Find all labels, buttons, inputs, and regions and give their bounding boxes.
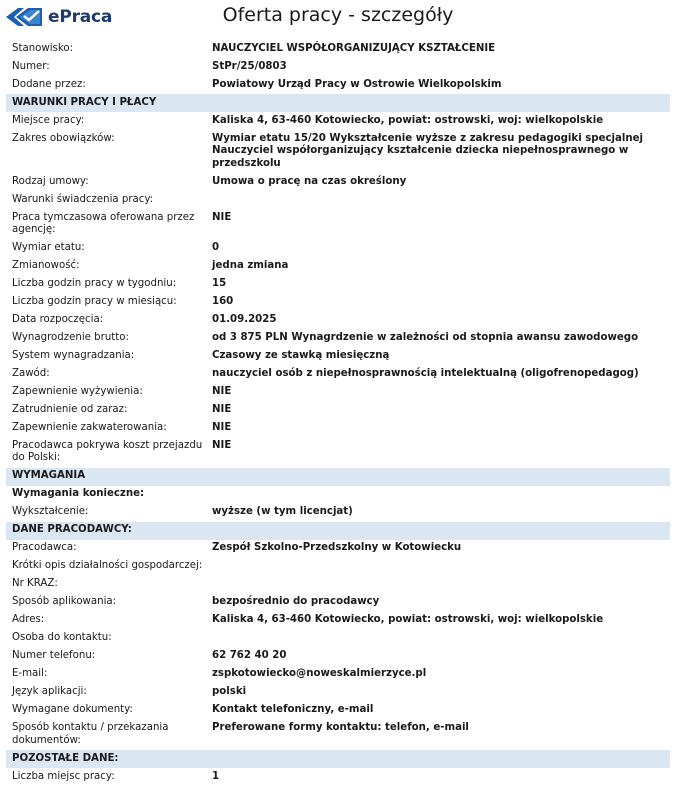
detail-value: od 3 875 PLN Wynagrdzenie w zależności od stopnia awansu zawodowego (212, 332, 639, 344)
detail-label: Pracodawca pokrywa koszt przejazdu do Polski: (12, 439, 203, 464)
detail-row (6, 40, 670, 58)
detail-label: System wynagradzania: (12, 350, 135, 362)
section-wymagania (6, 504, 670, 522)
detail-row (6, 191, 670, 209)
detail-row (6, 209, 670, 239)
detail-label: Nr KRAZ: (12, 578, 58, 590)
section-warunki-header: WARUNKI PRACY I PŁACY (6, 94, 670, 112)
detail-label: Praca tymczasowa oferowana przez agencję: (12, 211, 195, 236)
detail-label: Rodzaj umowy: (12, 175, 89, 187)
detail-row (6, 347, 670, 365)
detail-label: Warunki świadczenia pracy: (12, 193, 154, 205)
detail-label: Numer telefonu: (12, 650, 96, 662)
detail-value: zspkotowiecko@noweskalmierzyce.pl (212, 668, 427, 680)
wymagania-subheading: Wymagania konieczne: (12, 488, 145, 500)
detail-label: Pracodawca: (12, 542, 77, 554)
detail-value: Preferowane formy kontaktu: telefon, e-mail (212, 722, 469, 734)
detail-value: NIE (212, 439, 232, 451)
detail-value: NIE (212, 386, 232, 398)
detail-row (6, 504, 670, 522)
detail-label: Zmianowość: (12, 260, 80, 272)
detail-label: Zakres obowiązków: (12, 132, 115, 144)
detail-label: Stanowisko: (12, 42, 74, 54)
detail-label: Osoba do kontaktu: (12, 632, 112, 644)
offer-details (6, 40, 670, 786)
detail-row (6, 594, 670, 612)
detail-row (6, 648, 670, 666)
detail-value: Powiatowy Urząd Pracy w Ostrowie Wielkopolskim (212, 78, 502, 90)
detail-row (6, 437, 670, 467)
detail-value (206, 194, 670, 207)
detail-label: Krótki opis działalności gospodarczej: (12, 560, 203, 572)
detail-row (6, 383, 670, 401)
page-title: Oferta pracy - szczegóły (222, 4, 454, 26)
detail-value: 62 762 40 20 (212, 650, 287, 662)
detail-row (6, 630, 670, 648)
detail-label: Zapewnienie wyżywienia: (12, 386, 143, 398)
detail-value: StPr/25/0803 (212, 60, 287, 72)
detail-value: 0 (212, 242, 220, 254)
detail-row (6, 112, 670, 130)
detail-row (6, 130, 670, 173)
detail-label: Wymagane dokumenty: (12, 704, 133, 716)
detail-value: 01.09.2025 (212, 314, 277, 326)
detail-row (6, 419, 670, 437)
detail-label: Dodane przez: (12, 78, 86, 90)
detail-label: Język aplikacji: (12, 686, 87, 698)
detail-label: Liczba godzin pracy w miesiącu: (12, 296, 177, 308)
detail-label: Zatrudnienie od zaraz: (12, 404, 128, 416)
detail-value: Zespół Szkolno-Przedszkolny w Kotowiecku (212, 542, 462, 554)
detail-label: E-mail: (12, 668, 48, 680)
detail-value: Kaliska 4, 63-460 Kotowiecko, powiat: ostrowski, woj: wielkopolskie (212, 614, 604, 626)
detail-row (6, 58, 670, 76)
detail-row (6, 683, 670, 701)
detail-row (6, 612, 670, 630)
detail-row (6, 311, 670, 329)
detail-row (6, 719, 670, 749)
detail-row (6, 401, 670, 419)
logo-text: ePraca (48, 7, 113, 27)
detail-row (6, 257, 670, 275)
detail-label: Miejsce pracy: (12, 114, 85, 126)
detail-row (6, 666, 670, 684)
section-pracodawca (6, 540, 670, 750)
detail-label: Sposób kontaktu / przekazania dokumentów: (12, 722, 169, 746)
section-pracodawca-header: DANE PRACODAWCY: (6, 522, 670, 540)
detail-label: Data rozpoczęcia: (12, 314, 104, 326)
detail-value: 160 (212, 296, 234, 308)
detail-row (6, 558, 670, 576)
detail-value: wyższe (w tym licencjat) (212, 506, 353, 518)
detail-value: Wymiar etatu 15/20 Wykształcenie wyższe z zakresu pedagogiki specjalnej Nauczyciel współorganizujący kształcenie dziecka niepełnosprawnego w przedszkolu (212, 132, 644, 169)
detail-value: NIE (212, 404, 232, 416)
detail-label: Liczba godzin pracy w tygodniu: (12, 278, 177, 290)
section-warunki (6, 112, 670, 468)
detail-value: NIE (212, 211, 232, 223)
detail-label: Wynagrodzenie brutto: (12, 332, 129, 344)
detail-row (6, 701, 670, 719)
detail-label: Wykształcenie: (12, 506, 89, 518)
detail-row (6, 275, 670, 293)
detail-row (6, 576, 670, 594)
section-pozostale-header: POZOSTAŁE DANE: (6, 750, 670, 768)
detail-row (6, 173, 670, 191)
detail-value (206, 632, 670, 645)
detail-row (6, 76, 670, 94)
detail-value: NIE (212, 422, 232, 433)
page-header (0, 0, 676, 36)
detail-value: NAUCZYCIEL WSPÓŁORGANIZUJĄCY KSZTAŁCENIE (212, 42, 496, 54)
detail-row (6, 293, 670, 311)
detail-row (6, 540, 670, 558)
detail-label: Zapewnienie zakwaterowania: (12, 422, 167, 433)
detail-value (206, 560, 670, 573)
section-wymagania-header: WYMAGANIA (6, 468, 670, 486)
offer-summary (6, 40, 670, 94)
detail-label: Numer: (12, 60, 50, 72)
detail-value: nauczyciel osób z niepełnosprawnością intelektualną (oligofrenopedagog) (212, 368, 639, 380)
detail-value: polski (212, 686, 247, 698)
detail-value: 1 (212, 770, 220, 782)
detail-label: Adres: (12, 614, 45, 626)
detail-label: Sposób aplikowania: (12, 596, 117, 608)
detail-value: Umowa o pracę na czas określony (212, 175, 407, 187)
detail-label: Liczba miejsc pracy: (12, 770, 115, 782)
detail-label: Wymiar etatu: (12, 242, 85, 254)
detail-value: 15 (212, 278, 227, 290)
detail-value: Kaliska 4, 63-460 Kotowiecko, powiat: ostrowski, woj: wielkopolskie (212, 114, 604, 126)
detail-row (6, 768, 670, 786)
detail-row (6, 365, 670, 383)
detail-value: Czasowy ze stawką miesięczną (212, 350, 390, 362)
section-pozostale (6, 768, 670, 786)
detail-label: Zawód: (12, 368, 50, 380)
detail-value: bezpośrednio do pracodawcy (212, 596, 380, 608)
detail-row (6, 239, 670, 257)
detail-row (6, 329, 670, 347)
detail-value: Kontakt telefoniczny, e-mail (212, 704, 374, 716)
detail-value: jedna zmiana (212, 260, 289, 272)
detail-value (206, 578, 670, 591)
